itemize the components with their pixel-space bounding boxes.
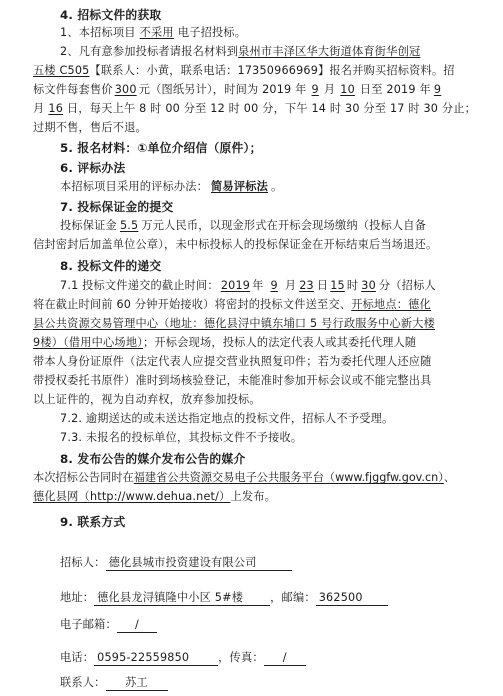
tenderer-row: 招标人： 德化县城市投资建设有限公司 <box>60 555 292 571</box>
phone-row: 电话： 0595-22559850 ，传真： / <box>60 650 306 666</box>
media-line-2: 德化县网（http://www.dehua.net/）上发布。 <box>33 490 277 503</box>
s4-line-3: 五楼 C505【联系人：小黄，联系电话：17350966969】报名并购买招标资料。招 <box>33 64 455 77</box>
s4-line-4: 标文件每套售价 300 元（图纸另计），时间为 2019 年 9 月 10 日至 2019 年 9 <box>33 83 442 96</box>
email-value: / <box>117 617 157 633</box>
s8-line-5: 带本人身份证原件（法定代表人应提交营业执照复印件；若为委托代理人还应随 <box>33 355 432 368</box>
section-8-heading: 8. 投标文件的递交 <box>60 259 162 273</box>
contact-section-heading: 9. 联系方式 <box>60 515 126 529</box>
zip-value: 362500 <box>316 590 388 606</box>
s7-line-1: 投标保证金 5.5 万元人民币，以现金形式在开标会现场缴纳（投标人自备 <box>60 219 427 232</box>
address-value: 德化县龙浔镇隆中小区 5#楼 <box>94 590 270 606</box>
s8-line-6: 带授权委托书原件）准时到场核验登记，未能准时参加开标会议或不能完整出具 <box>33 374 432 387</box>
media-section-heading: 8. 发布公告的媒介发布公告的媒介 <box>60 452 246 466</box>
contact-person-row: 联系人： 苏工 <box>60 675 168 691</box>
section-4-heading: 4. 招标文件的获取 <box>60 8 162 22</box>
section-6-heading: 6. 评标办法 <box>60 161 126 175</box>
s8-line-2: 将在截止时间前 60 分钟开始接收）将密封的投标文件送至交、开标地点：德化 <box>33 298 431 311</box>
contact-person-value: 苏工 <box>106 675 168 691</box>
s8-line-3: 县公共资源交易管理中心（地址：德化县浔中镇东埔口 5 号行政服务中心新大楼 <box>33 317 436 330</box>
email-row: 电子邮箱： / <box>60 617 157 633</box>
s8-line-7: 以上证件的，视为自动弃权，放弃参加投标。 <box>33 393 261 406</box>
section-5-heading: 5. 报名材料：①单位介绍信（原件）； <box>60 141 262 155</box>
section-7-heading: 7. 投标保证金的提交 <box>60 200 174 214</box>
s4-line-6: 过期不售，售后不退。 <box>33 121 147 134</box>
s8-line-1: 7.1 投标文件递交的截止时间： 2019 年 9 月 23 日 15 时 30 分（招标人 <box>60 279 436 292</box>
s8-line-8: 7.2. 逾期送达的或未送达指定地点的投标文件，招标人不予受理。 <box>60 412 394 425</box>
s7-line-2: 信封密封后加盖单位公章），未中标投标人的投标保证金在开标结束后当场退还。 <box>33 238 438 251</box>
s8-line-9: 7.3. 未报名的投标单位，其投标文件不予接收。 <box>60 431 303 444</box>
s4-line-5: 月 16 日，每天上午 8 时 00 分至 12 时 00 分，下午 14 时 30 分至 17 时 30 分止； <box>33 102 477 115</box>
media-line-1: 本次招标公告同时在福建省公共资源交易电子公共服务平台（www.fjggfw.gov.cn）、 <box>33 471 456 484</box>
s8-line-4: 9楼）（借用中心场地）；开标会现场，投标人的法定代表人或其委托代理人随 <box>33 336 417 349</box>
s6-line: 本招标项目采用的评标办法： 简易评标法 。 <box>60 180 283 193</box>
tenderer-value: 德化县城市投资建设有限公司 <box>106 555 292 571</box>
address-row: 地址： 德化县龙浔镇隆中小区 5#楼 ，邮编： 362500 <box>60 590 388 606</box>
phone-value: 0595-22559850 <box>94 650 218 666</box>
s4-line-1: 1、本招标项目 不采用 电子招投标。 <box>60 26 247 39</box>
fax-value: / <box>264 650 306 666</box>
s4-line-2: 2、凡有意参加投标者请报名材料到泉州市丰泽区华大街道体育街华创冠 <box>60 45 421 58</box>
